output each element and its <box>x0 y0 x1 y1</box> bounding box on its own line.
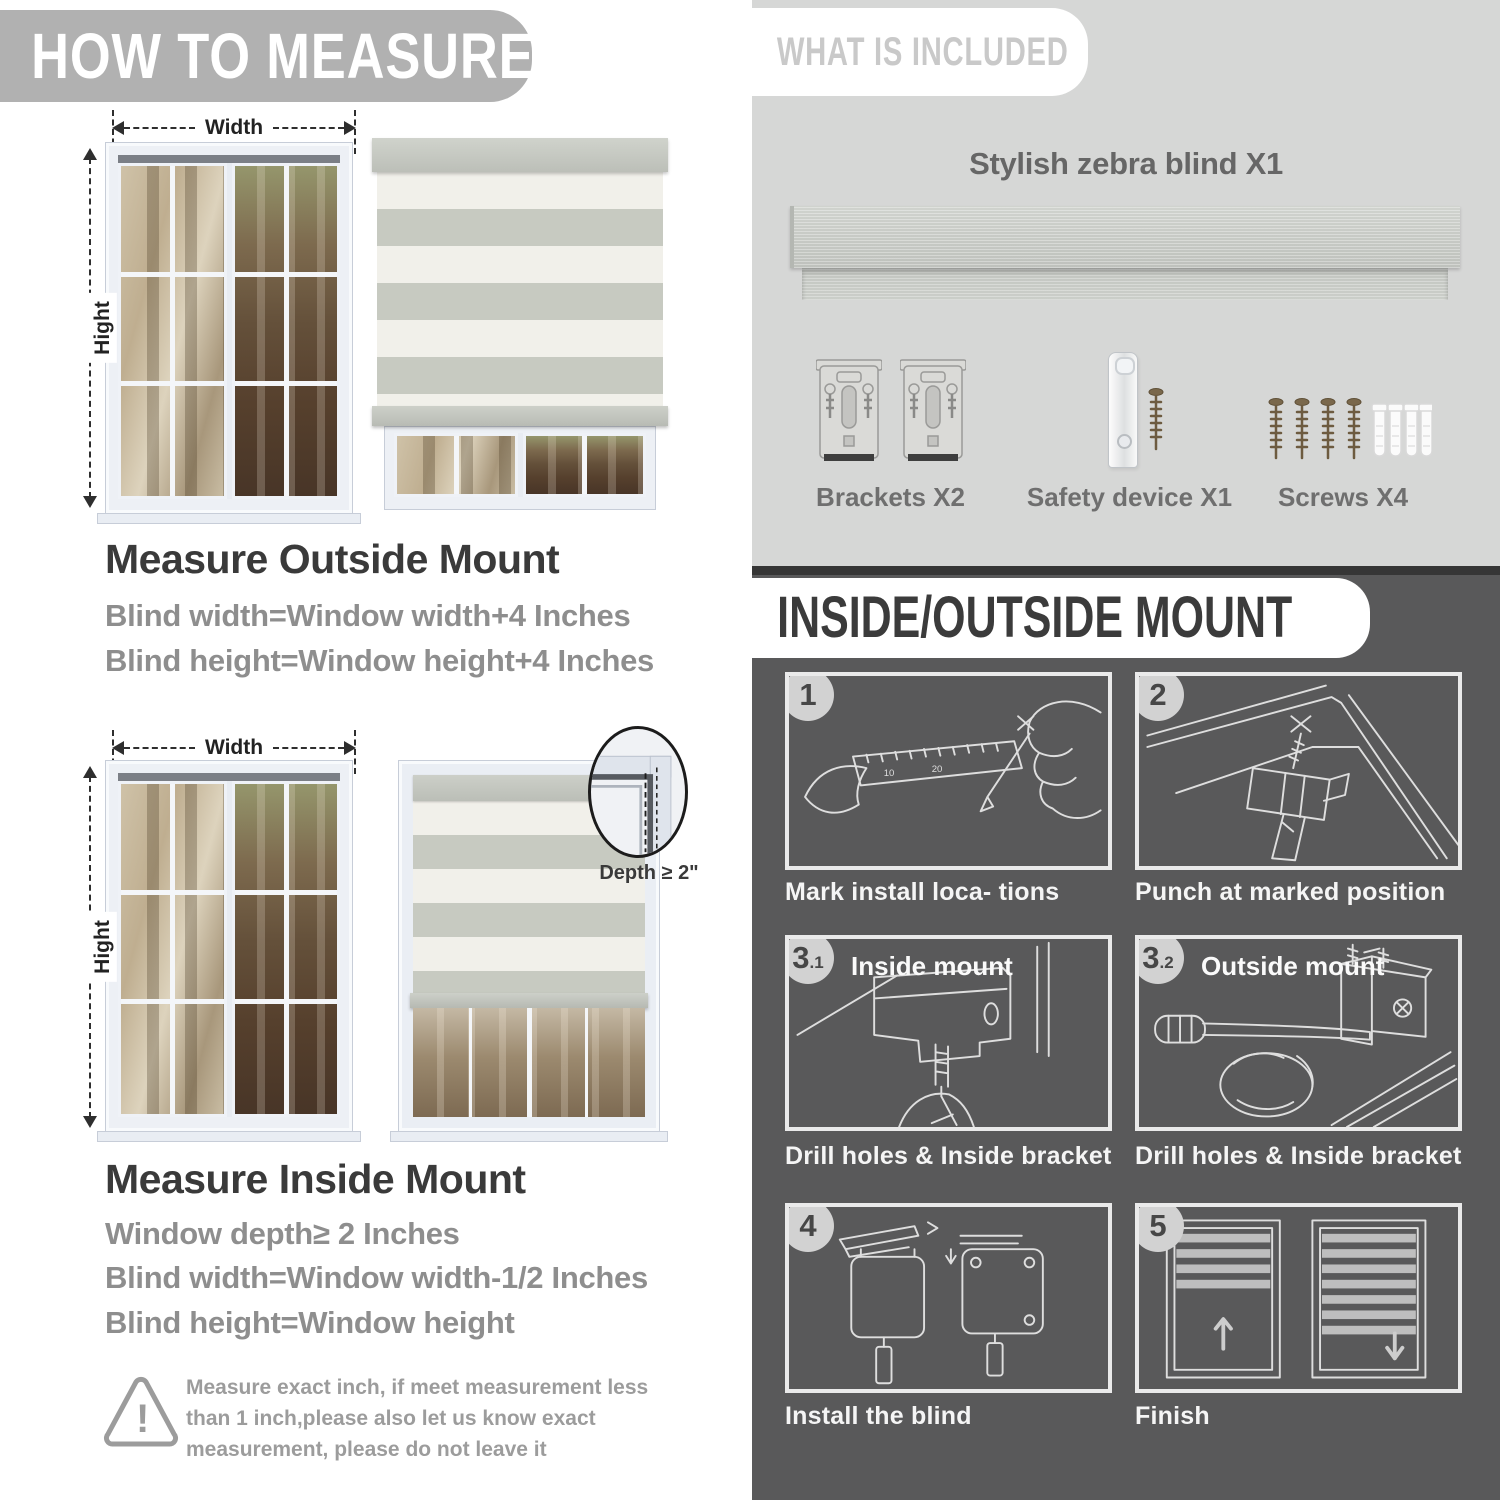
depth-label: Depth ≥ 2" <box>599 862 699 884</box>
step-number-badge: 4 <box>785 1203 834 1252</box>
step-panel-3-2 <box>1135 935 1462 1131</box>
screws-and-anchors-icon <box>1268 396 1432 466</box>
punch-position-illustration <box>1139 676 1458 866</box>
outside-height-arrow <box>78 148 114 508</box>
inside-height-arrow <box>78 766 114 1128</box>
product-label: Stylish zebra blind X1 <box>969 146 1283 181</box>
step-number-badge: 5 <box>1135 1203 1184 1252</box>
step-title: Outside mount <box>1201 951 1385 981</box>
what-is-included-title: WHAT IS INCLUDED <box>776 30 1069 74</box>
inside-rule-width: Blind width=Window width-1/2 Inches <box>105 1260 648 1295</box>
muntin <box>469 1008 472 1117</box>
outside-mount-heading: Measure Outside Mount <box>105 536 560 582</box>
blind-headrail <box>372 138 668 172</box>
how-to-measure-header <box>0 10 535 102</box>
height-label: Hight <box>89 293 117 363</box>
bracket-icon <box>816 356 882 470</box>
outside-width-arrow <box>112 116 356 140</box>
step-number-badge: 1 <box>785 672 834 721</box>
arrow-head-down-icon <box>83 496 97 508</box>
mount-guide-title: INSIDE/OUTSIDE MOUNT <box>777 585 1293 650</box>
window-pane-left <box>118 163 227 499</box>
blind-fabric <box>377 172 663 406</box>
muntin <box>585 1008 588 1117</box>
inside-window-illustration <box>105 760 353 1132</box>
muntin <box>170 166 175 496</box>
window-glass-below-blind <box>413 1008 645 1117</box>
step-caption-5: Finish <box>1135 1402 1210 1430</box>
inside-rule-height: Blind height=Window height <box>105 1305 515 1340</box>
screw-icon <box>1148 388 1164 452</box>
window-pane-right <box>232 163 341 499</box>
arrow-head-up-icon <box>83 148 97 160</box>
muntin <box>454 436 459 494</box>
muntin <box>582 436 587 494</box>
window-sill <box>390 1131 668 1142</box>
inside-rule-depth: Window depth≥ 2 Inches <box>105 1216 460 1251</box>
muntin <box>170 784 175 1114</box>
outside-window-illustration <box>105 142 353 514</box>
step-caption-3-1: Drill holes & Inside bracket <box>785 1142 1112 1170</box>
install-blind-illustration <box>789 1207 1108 1389</box>
step-panel-5 <box>1135 1203 1462 1393</box>
bracket-icon <box>900 356 966 470</box>
depth-corner-detail <box>591 729 685 855</box>
what-is-included-header <box>752 8 1088 96</box>
step-number-badge: 3 .2 <box>1135 935 1184 984</box>
window-sill <box>97 513 361 524</box>
arrow-tick <box>354 730 356 774</box>
muntin <box>284 166 289 496</box>
warning-icon <box>102 1374 180 1448</box>
how-to-measure-title: HOW TO MEASURE <box>31 20 535 92</box>
brackets-label: Brackets X2 <box>816 482 965 512</box>
step-caption-4: Install the blind <box>785 1402 972 1430</box>
step-panel-2 <box>1135 672 1462 870</box>
finish-illustration <box>1139 1207 1458 1389</box>
window-pane-left <box>118 781 227 1117</box>
blind-bottom-rail <box>372 406 668 426</box>
safety-device-icon <box>1108 352 1138 468</box>
step-caption-3-2: Drill holes & Inside bracket <box>1135 1142 1462 1170</box>
screws-label: Screws X4 <box>1277 482 1409 512</box>
depth-detail-circle <box>588 726 688 858</box>
step-caption-1: Mark install loca- tions <box>785 878 1060 906</box>
step-panel-1 <box>785 672 1112 870</box>
step-number-badge: 2 <box>1135 672 1184 721</box>
safety-device-label: Safety device X1 <box>1026 482 1233 512</box>
outside-rule-height: Blind height=Window height+4 Inches <box>105 643 654 678</box>
arrow-head-up-icon <box>83 766 97 778</box>
width-label: Width <box>204 116 264 139</box>
step-caption-2: Punch at marked position <box>1135 878 1446 906</box>
window-sill <box>97 1131 361 1142</box>
step-panel-3-1 <box>785 935 1112 1131</box>
step-number-badge: 3 .1 <box>785 935 834 984</box>
zebra-blind-headrail-lip <box>802 268 1448 300</box>
ruler-number: 20 <box>931 763 943 775</box>
inside-width-arrow <box>112 736 356 760</box>
width-label: Width <box>204 736 264 759</box>
arrow-head-down-icon <box>83 1116 97 1128</box>
zebra-blind-headrail-image <box>790 206 1460 268</box>
step-title: Inside mount <box>851 951 1013 981</box>
mount-guide-header <box>752 578 1370 658</box>
warning-exclamation: ! <box>136 1397 150 1441</box>
window-track <box>118 155 340 163</box>
outside-rule-width: Blind width=Window width+4 Inches <box>105 598 631 633</box>
window-pane-right <box>232 781 341 1117</box>
ruler-number: 10 <box>883 767 895 779</box>
step-panel-4 <box>785 1203 1112 1393</box>
window-track <box>118 773 340 781</box>
muntin <box>284 784 289 1114</box>
warning-text: Measure exact inch, if meet measurement less than 1 inch,please also let us know exact measurement, please do not leave it <box>186 1376 649 1461</box>
arrow-tick <box>354 110 356 154</box>
mark-locations-illustration <box>789 676 1108 866</box>
inside-mount-heading: Measure Inside Mount <box>105 1156 526 1202</box>
window-bottom-behind-blind <box>384 426 656 510</box>
blind-bottom-rail <box>410 993 648 1008</box>
height-label: Hight <box>89 912 117 982</box>
muntin <box>527 1008 532 1117</box>
outside-blind-illustration <box>372 138 668 510</box>
